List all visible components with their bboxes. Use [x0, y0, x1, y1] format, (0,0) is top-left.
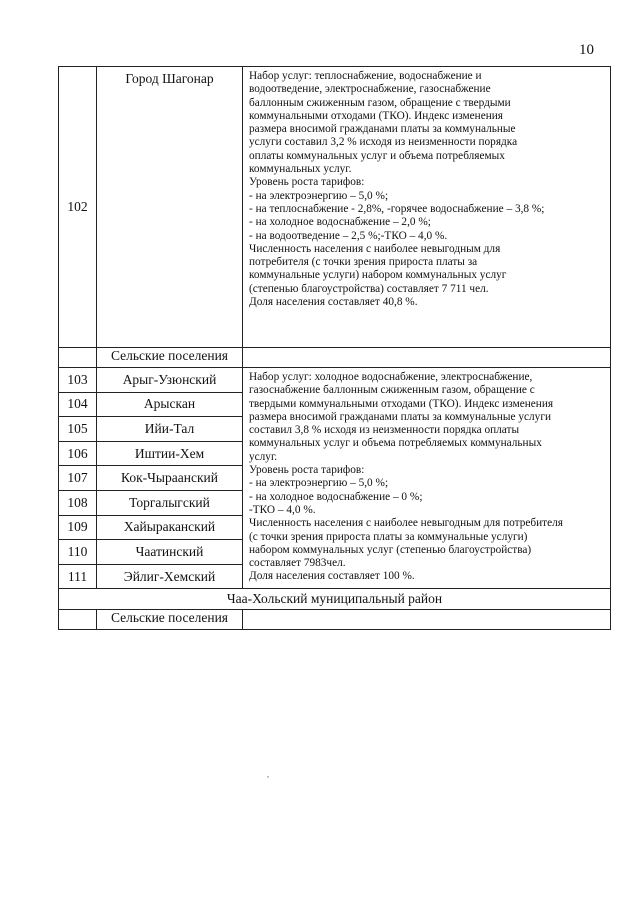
desc-line: коммунальных услуг и объема потребляемых коммунальных: [249, 437, 542, 450]
desc-line: твердыми коммунальными отходами (ТКО). Индекс изменения: [249, 397, 554, 410]
service-description: [243, 67, 611, 348]
desc-line: -ТКО – 4,0 %.: [249, 503, 316, 516]
row-number: 102: [59, 67, 97, 348]
row-number: 104: [59, 392, 97, 417]
desc-line: Численность населения с наиболее невыгодным для: [249, 242, 501, 255]
row-number: 110: [59, 540, 97, 565]
desc-line: Набор услуг: холодное водоснабжение, электроснабжение,: [249, 371, 533, 383]
row-number: 107: [59, 466, 97, 491]
desc-line: водоотведение, электроснабжение, газоснабжение: [249, 83, 491, 96]
row-number: 103: [59, 368, 97, 393]
desc-line: составил 3,8 % исходя из неизменности порядка оплаты: [249, 424, 520, 437]
desc-line: Доля населения составляет 40,8 %.: [249, 296, 418, 309]
page-number: 10: [579, 42, 594, 58]
table-row: [59, 67, 611, 348]
desc-line: потребителя (с точки зрения прироста платы за: [249, 256, 478, 269]
desc-line: Численность населения с наиболее невыгодным для потребителя: [249, 517, 563, 530]
row-number: 106: [59, 441, 97, 466]
desc-line: - на электроэнергию – 5,0 %;: [249, 477, 389, 490]
desc-line: размера вносимой гражданами платы за коммунальные услуги: [249, 410, 551, 423]
desc-line: (с точки зрения прироста платы за коммунальные услуги): [249, 530, 528, 543]
desc-line: Доля населения составляет 100 %.: [249, 570, 415, 583]
section-row: [59, 348, 611, 368]
desc-line: услуг.: [249, 450, 278, 463]
scan-mark: ,: [267, 770, 269, 779]
desc-line: - на холодное водоснабжение – 0 %;: [249, 490, 423, 503]
section-title: Сельские поселения: [97, 610, 243, 630]
desc-line: - на теплоснабжение - 2,8%, -горячее водоснабжение – 3,8 %;: [249, 202, 545, 215]
municipality-name: Эйлиг-Хемский: [97, 564, 243, 589]
desc-line: - на холодное водоснабжение – 2,0 %;: [249, 216, 431, 229]
section-row: [59, 610, 611, 630]
municipality-name: Город Шагонар: [97, 67, 243, 348]
row-number: 105: [59, 417, 97, 442]
desc-line: коммунальные услуги) набором коммунальных услуг: [249, 269, 507, 282]
municipality-name: Торгалыгский: [97, 490, 243, 515]
desc-line: услуги составил 3,2 % исходя из неизменности порядка: [249, 136, 518, 149]
desc-line: оплаты коммунальных услуг и объема потребляемых: [249, 149, 505, 162]
row-number: 111: [59, 564, 97, 589]
desc-line: (степенью благоустройства) составляет 7 711 чел.: [249, 282, 489, 295]
municipality-name: Арыг-Узюнский: [97, 368, 243, 393]
desc-line: - на водоотведение – 2,5 %;-ТКО – 4,0 %.: [249, 229, 448, 242]
desc-line: - на электроэнергию – 5,0 %;: [249, 189, 389, 202]
desc-line: Уровень роста тарифов:: [249, 176, 365, 189]
municipality-name: Арыскан: [97, 392, 243, 417]
desc-line: составляет 7983чел.: [249, 557, 346, 570]
municipality-name: Кок-Чыраанский: [97, 466, 243, 491]
row-number: 109: [59, 515, 97, 540]
municipality-name: Иштии-Хем: [97, 441, 243, 466]
row-number: 108: [59, 490, 97, 515]
section-title: Сельские поселения: [97, 348, 243, 368]
desc-line: Набор услуг: теплоснабжение, водоснабжение и: [249, 70, 482, 82]
municipality-name: Чаатинский: [97, 540, 243, 565]
desc-line: набором коммунальных услуг (степенью благоустройства): [249, 543, 532, 556]
desc-line: баллонным сжиженным газом, обращение с твердыми: [249, 96, 511, 109]
desc-line: Уровень роста тарифов:: [249, 464, 365, 477]
district-row: [59, 589, 611, 610]
desc-line: коммунальных услуг.: [249, 163, 352, 176]
service-description: [243, 368, 611, 589]
table-row: [59, 368, 611, 393]
desc-line: газоснабжение баллонным сжиженным газом, обращение с: [249, 384, 535, 397]
desc-line: коммунальными отходами (ТКО). Индекс изменения: [249, 109, 504, 122]
municipality-name: Ийи-Тал: [97, 417, 243, 442]
district-title: Чаа-Хольский муниципальный район: [59, 589, 611, 610]
tariff-table: [58, 66, 611, 630]
municipality-name: Хайыраканский: [97, 515, 243, 540]
desc-line: размера вносимой гражданами платы за коммунальные: [249, 123, 516, 136]
